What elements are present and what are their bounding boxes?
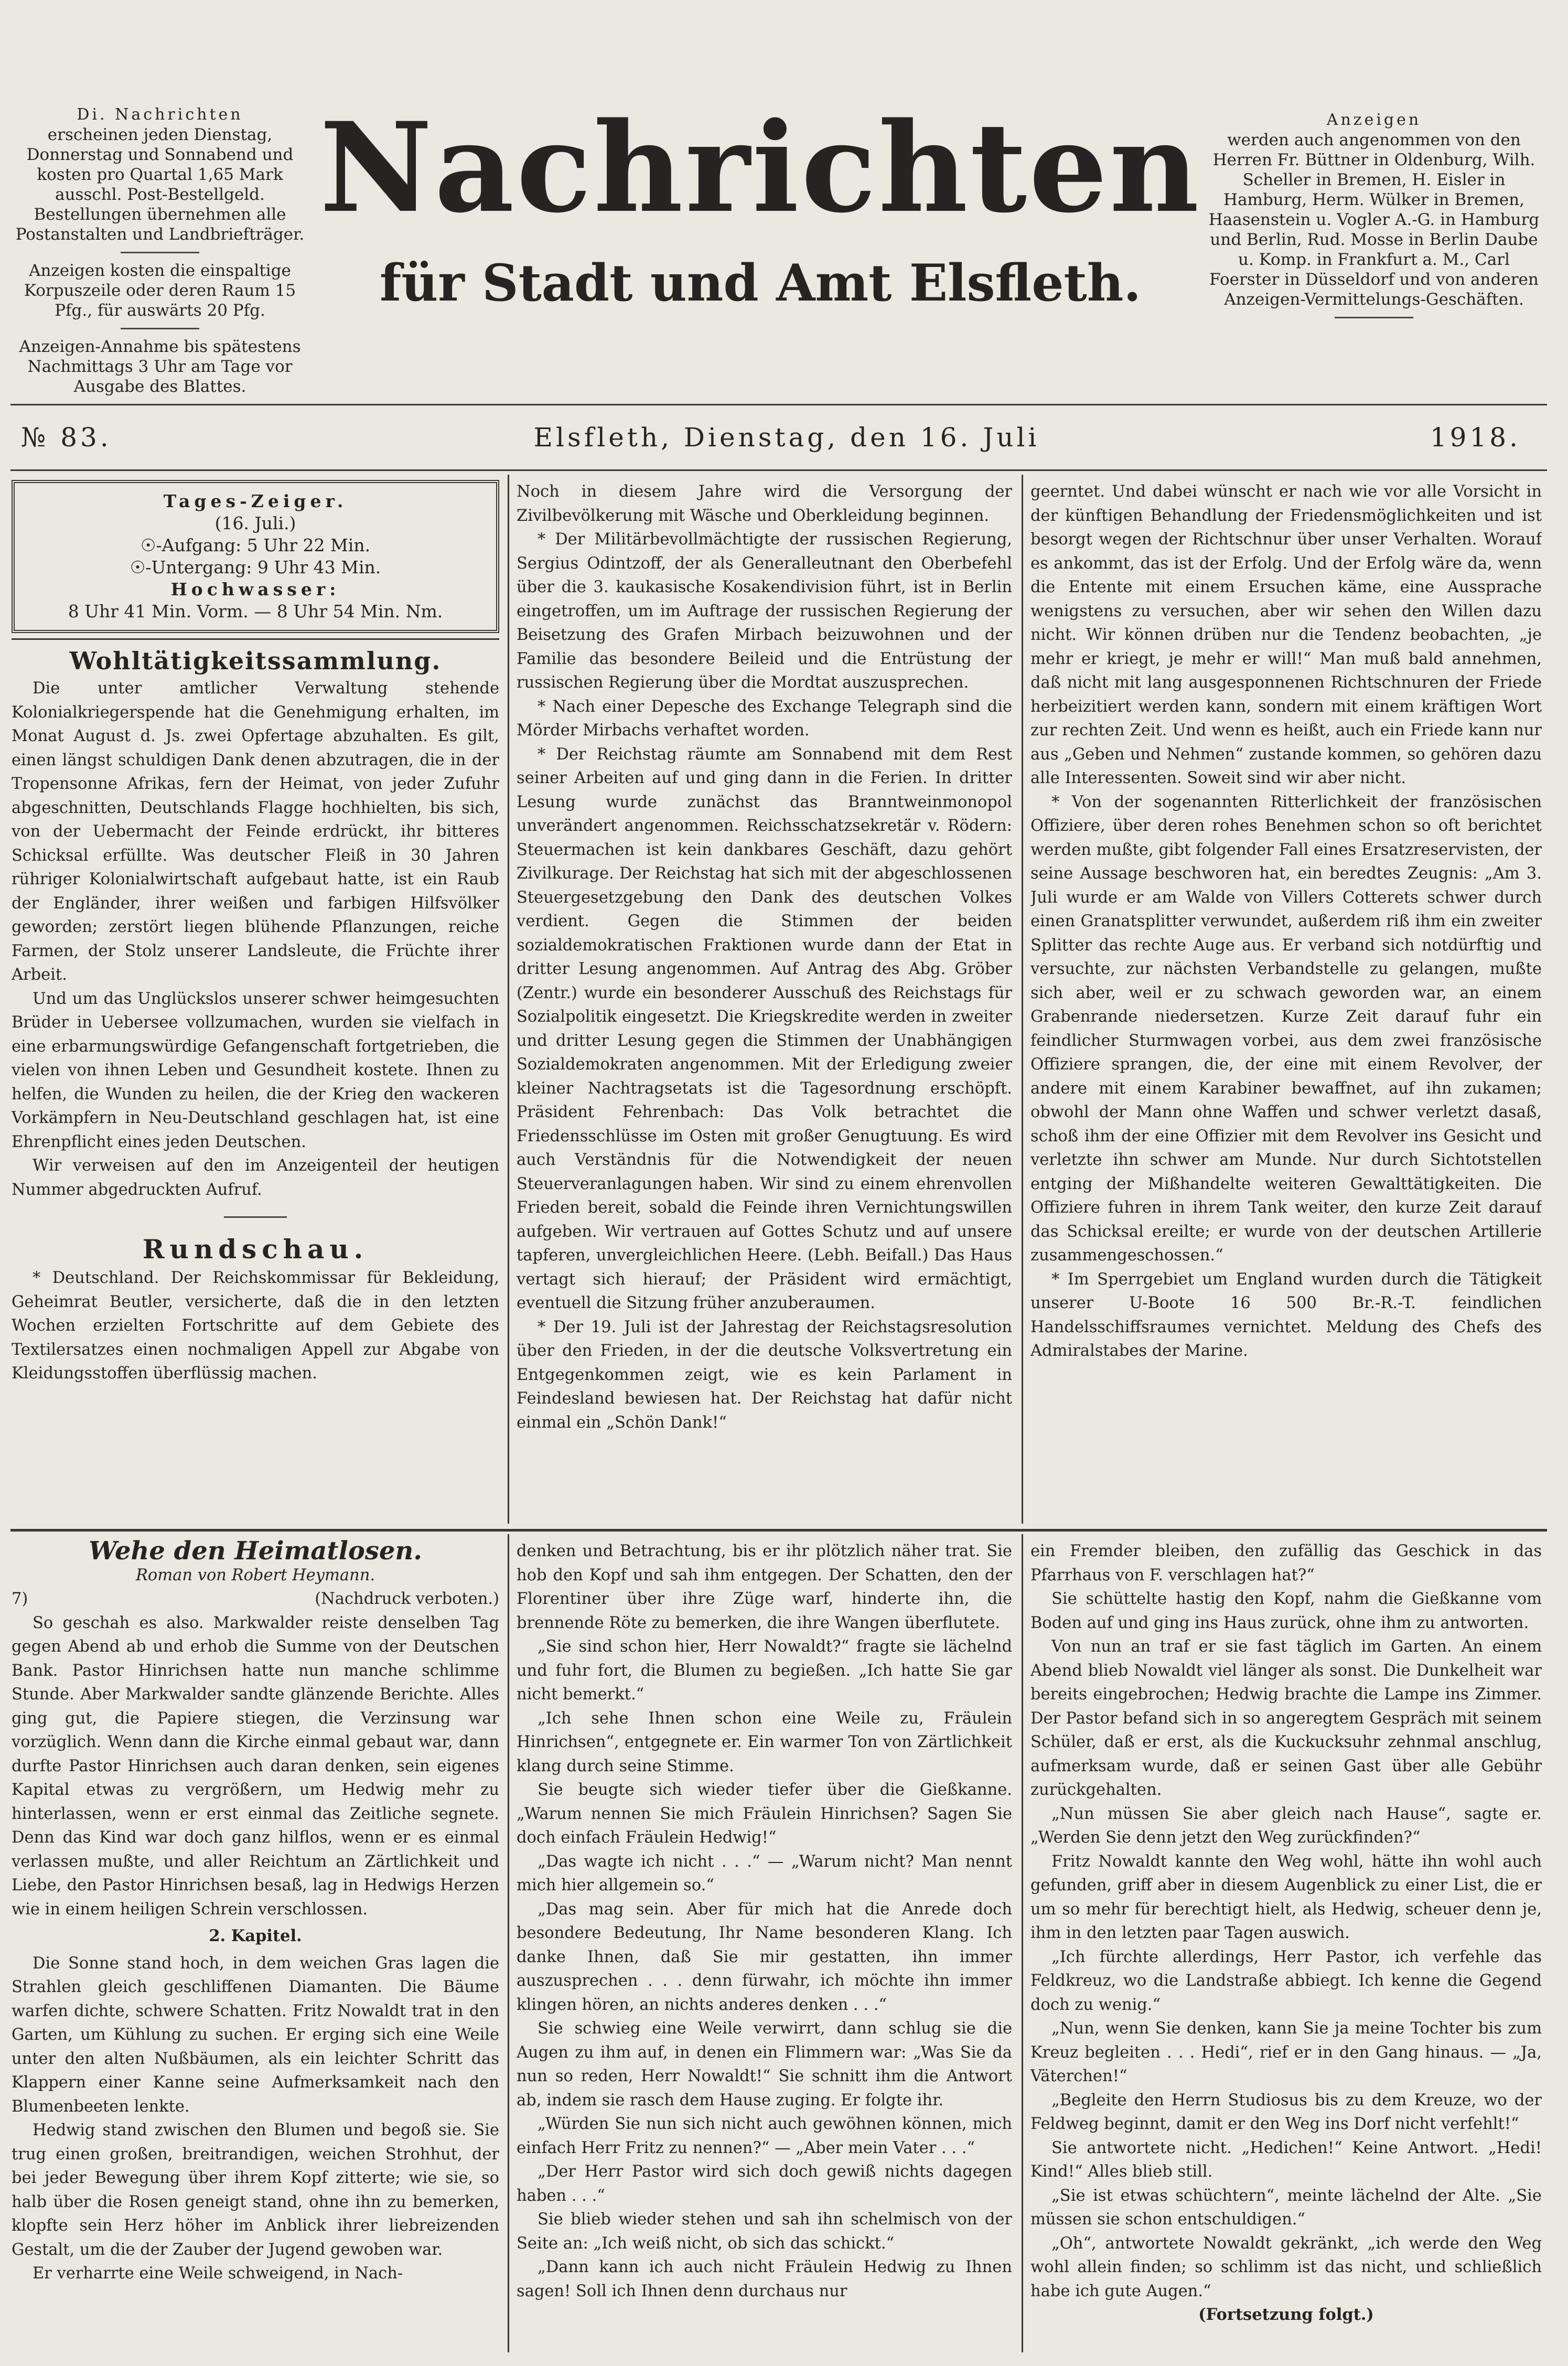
paragraph: Sie schwieg eine Weile verwirrt, dann schlug sie die Augen zu ihm auf, in denen ein Flimmern war: „Was Sie da nun so reden, Herr Nowaldt!“ Sie schnitt ihm die Antwort ab, indem sie rasch dem Hause zuging. Er folgte ihr. [517,2019,1012,2110]
paragraph: * Der Militärbevollmächtigte der russischen Regierung, Sergius Odintzoff, der als Generalleutnant den Oberbefehl über die 3. kaukasische Kosakendivision führt, ist in Berlin eingetroffen, um im Auftrage der russischen Regierung der Beisetzung des Grafen Mirbach beizuwohnen und der Familie das besondere Beileid und die Entrüstung der russischen Regierung über die Mordtat auszusprechen. [517,530,1012,692]
paragraph: „Ich sehe Ihnen schon eine Weile zu, Fräulein Hinrichsen“, entgegnete er. Ein warmer Ton von Zärtlichkeit klang durch seine Stimme. [517,1709,1012,1775]
continued-note: (Fortsetzung folgt.) [1198,2305,1374,2324]
paragraph: „Das mag sein. Aber für mich hat die Anrede doch besondere Bedeutung, Ihr Name besonderen Klang. Ich danke Ihnen, daß Sie mir gestatten, ihn immer auszusprechen . . . denn fürwahr, ich möchte ihn immer klingen hören, an nichts anderes denken . . .“ [517,1900,1012,2014]
wohltaetigkeit-title: Wohltätigkeitssammlung. [69,647,442,675]
paragraph: „Nun müssen Sie aber gleich nach Hause“, sagte er. „Werden Sie denn jetzt den Weg zurückfinden?“ [1030,1804,1542,1847]
column-2-upper [517,480,1012,1518]
paragraph: Die unter amtlicher Verwaltung stehende Kolonialkriegerspende hat die Genehmigung erhalten, im Monat August d. Js. zwei Opfertage abzuhalten. Es gilt, einen längst schuldigen Dank denen abzutragen, die in der Tropensonne Afrikas, fern der Heimat, von jeder Zufuhr abgeschnitten, Deutschlands Flagge hochhielten, bis sich, von der Uebermacht der Feinde erdrückt, ihr bitteres Schicksal erfüllte. Was deutscher Fleiß in 30 Jahren rühriger Kolonialwirtschaft aufgebaut hatte, ist ein Raub der Engländer, ihrer weißen und farbigen Hilfsvölker geworden; zerstört liegen blühende Pflanzungen, reiche Farmen, der Stolz unserer Landsleute, die Früchte ihrer Arbeit. [12,679,499,984]
column-3-upper [1030,480,1542,1518]
paragraph: „Oh“, antwortete Nowaldt gekränkt, „ich werde den Weg wohl allein finden; so schlimm ist das nicht, und schließlich habe ich gute Augen.“ [1030,2234,1542,2300]
tageszeiger-box [12,480,499,633]
dateline-rule [10,469,1547,471]
paragraph: Fritz Nowaldt kannte den Weg wohl, hätte ihn wohl auch gefunden, griff aber in diesem Augenblick zu einer List, die er um so mehr für berechtigt hielt, als Hedwig, scheuer denn je, ihm in den letzten paar Tagen auswich. [1030,1852,1542,1942]
paragraph: „Sie sind schon hier, Herr Nowaldt?“ fragte sie lächelnd und fuhr fort, die Blumen zu begießen. „Ich hatte Sie gar nicht bemerkt.“ [517,1637,1012,1704]
wohltaetigkeit-text [12,677,499,1202]
column-rule [508,475,509,1524]
tageszeiger-sunset: ☉-Untergang: 9 Uhr 43 Min. [130,557,381,577]
header-right-agents: werden auch angenommen von den Herren Fr. Büttner in Oldenburg, Wilh. Scheller in Bremen, H. Eisler in Hamburg, Herm. Wülker in Bremen, Haasenstein u. Vogler A.-G. in Hamburg und Berlin, Rud. Mosse in Berlin Daube u. Komp. in Frankfurt a. M., Carl Foerster in Düsseldorf und von anderen Anzeigen-Vermittelungs-Geschäften. [1208,131,1540,309]
issue-number: № 83. [21,422,112,453]
paragraph: „Der Herr Pastor wird sich doch gewiß nichts dagegen haben . . .“ [517,2162,1012,2205]
chapter-heading: 2. Kapitel. [209,1926,302,1945]
paragraph: Von nun an traf er sie fast täglich im Garten. An einem Abend blieb Nowaldt viel länger als sonst. Die Dunkelheit war bereits eingebrochen; Hedwig brachte die Lampe ins Zimmer. Der Pastor befand sich in so angeregtem Gespräch mit seinem Schüler, daß er erst, als die Kuckucksuhr zehnmal anschlug, aufmerksam wurde, daß er seinen Gast über alle Gebühr zurückgehalten. [1030,1637,1542,1799]
header-right-heading: Anzeigen [1326,111,1422,129]
serial-column-2 [517,1539,1012,2352]
header-left-heading: Di. Nachrichten [77,105,243,124]
divider [121,328,199,329]
paragraph: Hedwig stand zwischen den Blumen und begoß sie. Sie trug einen großen, breitrandigen, weichen Strohhut, der bei jeder Bewegung über ihrem Kopf zitterte; wie sie, so halb über die Rosen geneigt stand, ohne ihn zu bemerken, klopfte sein Herz höher im Anblick ihrer liebreizenden Gestalt, um die der Zauber der Jugend gewoben war. [12,2121,499,2259]
paragraph: Sie beugte sich wieder tiefer über die Gießkanne. „Warum nennen Sie mich Fräulein Hinrichsen? Sagen Sie doch einfach Fräulein Hedwig!“ [517,1781,1012,1847]
paragraph: „Sie ist etwas schüchtern“, meinte lächelnd der Alte. „Sie müssen sie schon entschuldigen.“ [1030,2186,1542,2229]
paragraph: Wir verweisen auf den im Anzeigenteil der heutigen Nummer abgedruckten Aufruf. [12,1157,499,1199]
rundschau-text [12,1266,499,1386]
paragraph: Sie antwortete nicht. „Hedichen!“ Keine Antwort. „Hedi! Kind!“ Alles blieb still. [1030,2138,1542,2181]
paragraph: Er verharrte eine Weile schweigend, in Nach- [33,2264,403,2283]
tageszeiger-date: (16. Juli.) [214,513,296,533]
column-1-upper [12,480,499,1524]
column-rule [508,1534,509,2352]
paragraph: * Der Reichstag räumte am Sonnabend mit dem Rest seiner Arbeiten auf und ging dann in die Ferien. In dritter Lesung wurde zunächst das Branntweinmonopol unverändert angenommen. Reichsschatzsekretär v. Rödern: Steuermachen ist kein dankbares Geschäft, dazu gehört Zivilkurage. Der Reichstag hat sich mit der abgeschlossenen Steuergesetzgebung den Dank des deutschen Volkes verdient. Gegen die Stimmen der beiden sozialdemokratischen Fraktionen wurde dann der Etat in dritter Lesung angenommen. Auf Antrag des Abg. Gröber (Zentr.) wurde ein besonderer Ausschuß des Reichstags für Sozialpolitik eingesetzt. Die Kriegskredite werden in zweiter und dritter Lesung gegen die Stimmen der Unabhängigen Sozialdemokraten angenommen. Mit der Erledigung zweier kleiner Nachtragsetats ist die Tagesordnung erschöpft. Präsident Fehrenbach: Das Volk betrachtet die Friedensschlüsse im Osten mit großer Genugtuung. Es wird auch Verständnis für die Notwendigkeit der neuen Steuerveranlagungen haben. Wir sind zu einem ehrenvollen Frieden bereit, sobald die Feinde ihren Vernichtungswillen aufgeben. Wir vertrauen auf Gottes Schutz und auf unsere tapferen, unvergleichlichen Heere. (Lebh. Beifall.) Das Haus vertagt sich hierauf; der Präsident wird ermächtigt, eventuell die Sitzung früher anzuberaumen. [517,745,1012,1312]
paragraph: * Deutschland. Der Reichskommissar für Bekleidung, Geheimrat Beutler, versicherte, daß die in den letzten Wochen erzielten Fortschritte auf dem Gebiete des Textilersatzes einen nochmaligen Appell zur Abgabe von Kleidungsstoffen überflüssig machen. [12,1269,499,1383]
paragraph: * Von der sogenannten Ritterlichkeit der französischen Offiziere, über deren rohes Benehmen schon so oft berichtet werden mußte, gibt folgender Fall eines Ersatzreservisten, der seine Aussage beschworen hat, ein beredtes Zeugnis: „Am 3. Juli wurde er am Walde von Villers Cotterets schwer durch einen Granatsplitter verwundet, außerdem riß ihm ein zweiter Splitter das rechte Auge aus. Er verband sich notdürftig und versuchte, zur nächsten Verbandstelle zu gelangen, mußte sich aber, weil er zu schwach geworden war, an einem Grabenrande niedersetzen. Kurze Zeit darauf fuhr ein feindlicher Sturmwagen vorbei, aus dem zwei französische Offiziere sprangen, die, der eine mit einem Revolver, der andere mit einem Karabiner bewaffnet, auf ihn zukamen; obwohl der Mann ohne Waffen und schwer verletzt dasaß, schoß ihm der eine Offizier mit dem Revolver ins Gesicht und verletzte ihn schwer am Munde. Nur durch Sichtotstellen entging der Mißhandelte weiteren Gewalttätigkeiten. Die Offiziere fuhren in ihrem Tank weiter, den kurze Zeit darauf das Schicksal ereilte; er wurde von der deutschen Artillerie zusammengeschossen.“ [1030,793,1542,1265]
paragraph: So geschah es also. Markwalder reiste denselben Tag gegen Abend ab und erhob die Summe von der Deutschen Bank. Pastor Hinrichsen hatte nun manche schlimme Stunde. Aber Markwalder sandte glänzende Berichte. Alles ging gut, die Papiere stiegen, die Verzinsung war vorzüglich. Wenn dann die Kirche einmal gebaut war, dann durfte Pastor Hinrichsen auch daran denken, sein eigenes Kapital etwas zu vergrößern, um Hedwig mehr zu hinterlassen, wenn er erst einmal das Zeitliche segnete. Denn das Kind war doch ganz hilflos, wenn er es einmal verlassen mußte, und aller Reichtum an Zärtlichkeit und Liebe, den Pastor Hinrichsen besaß, lag in Hedwigs Herzen wie in einem heiligen Schrein verschlossen. [12,1613,499,1919]
tageszeiger-hw-title: Hochwasser: [170,579,340,599]
header-left-deadline: Anzeigen-Annahme bis spätestens Nachmittags 3 Uhr am Tage vor Ausgabe des Blattes. [19,337,301,396]
header-left-info [10,105,309,397]
header-left-prices: Anzeigen kosten die einspaltige Korpuszeile oder deren Raum 15 Pfg., für auswärts 20 Pfg. [24,261,296,320]
tageszeiger-title: Tages-Zeiger. [163,491,348,511]
rundschau-title: Rundschau. [142,1234,369,1265]
paragraph: Sie schüttelte hastig den Kopf, nahm die Gießkanne vom Boden auf und ging ins Haus zurück, ohne ihm zu antworten. [1030,1590,1542,1632]
serial-meta [12,1587,499,1611]
column-rule [1022,475,1023,1524]
serial-notice: (Nachdruck verboten.) [315,1590,499,1608]
serial-column-1 [12,1539,499,2352]
divider [121,252,199,253]
masthead-title: Nachrichten [319,95,1201,240]
divider [1335,317,1413,318]
top-rule [10,404,1547,405]
serial-part: 7) [12,1590,28,1608]
tageszeiger-hw-times: 8 Uhr 41 Min. Vorm. — 8 Uhr 54 Min. Nm. [68,601,443,622]
paragraph: * Im Sperrgebiet um England wurden durch die Tätigkeit unserer U-Boote 16 500 Br.-R.-T. feindlichen Handelsschiffsraumes vernichtet. Meldung des Chefs des Admiralstabes der Marine. [1030,1270,1542,1360]
header-left-subscription: erscheinen jeden Dienstag, Donnerstag und Sonnabend und kosten pro Quartal 1,65 Mark ausschl. Post-Bestellgeld. Bestellungen übernehmen alle Postanstalten und Landbriefträger. [15,125,305,244]
serial-title: Wehe den Heimatlosen. [89,1539,422,1566]
divider [224,1216,287,1218]
issue-year: 1918. [1430,422,1521,453]
serial-column-3 [1030,1539,1542,2352]
header-right-info [1206,110,1542,326]
paragraph: denken und Betrachtung, bis er ihr plötzlich näher trat. Sie hob den Kopf und sah ihm entgegen. Der Schatten, den der Florentiner über ihre Züge warf, hinderte ihn, die brennende Röte zu bemerken, die ihre Wangen überflutete. [517,1542,1012,1632]
column-rule [1022,1534,1023,2352]
paragraph: „Nun, wenn Sie denken, kann Sie ja meine Tochter bis zum Kreuz begleiten . . . Hedi“, rief er in den Gang hinaus. — „Ja, Väterchen!“ [1030,2019,1542,2085]
divider [12,638,499,640]
paragraph: Sie blieb wieder stehen und sah ihn schelmisch von der Seite an: „Ich weiß nicht, ob sich das schickt.“ [517,2210,1012,2253]
paragraph: „Würden Sie nun sich nicht auch gewöhnen können, mich einfach Herr Fritz zu nennen?“ — „Aber mein Vater . . .“ [517,2115,1012,2157]
paragraph: Noch in diesem Jahre wird die Versorgung der Zivilbevölkerung mit Wäsche und Oberkleidung beginnen. [517,483,1012,525]
paragraph: „Dann kann ich auch nicht Fräulein Hedwig zu Ihnen sagen! Soll ich Ihnen denn durchaus nur [517,2258,1012,2300]
paragraph: „Begleite den Herrn Studiosus bis zu dem Kreuze, wo der Feldweg beginnt, damit er den Weg ins Dorf nicht verfehlt!“ [1030,2091,1542,2133]
paragraph: Die Sonne stand hoch, in dem weichen Gras lagen die Strahlen gleich geschliffenen Diamanten. Die Bäume warfen dichte, schwere Schatten. Fritz Nowaldt trat in den Garten, um Kühlung zu suchen. Er erging sich eine Weile unter den alten Nußbäumen, als ein leichter Schritt das Klappern einer Kanne seine Aufmerksamkeit nach den Blumenbeeten lenkte. [12,1954,499,2116]
paragraph: geerntet. Und dabei wünscht er nach wie vor alle Vorsicht in der künftigen Behandlung der Friedensmöglichkeiten und ist besorgt wegen der Richtschnur über unser Verhalten. Worauf es ankommt, das ist der Erfolg. Und der Erfolg wäre da, wenn die Entente mit einem Ersuchen käme, eine Aussprache wenigstens zu versuchen, aber wir sehen den Willen dazu nicht. Wir können drüben nur die Tendenz beobachten, „je mehr er kriegt, je mehr er will!“ Man muß bald annehmen, daß nicht mit lang ausgesponnenen Richtschnuren der Friede herbeizitiert werden kann, sondern mit einem kräftigen Wort zur rechten Zeit. Und wenn es heißt, auch ein Friede kann nur aus „Geben und Nehmen“ zustande kommen, so gehören dazu alle Interessenten. Soweit sind wir aber nicht. [1030,483,1542,787]
masthead-subtitle: für Stadt und Amt Elsfleth. [380,253,1141,313]
masthead [315,95,1206,315]
paragraph: „Ich fürchte allerdings, Herr Pastor, ich verfehle das Feldkreuz, wo die Landstraße abbiegt. Ich kenne die Gegend doch zu wenig.“ [1030,1947,1542,2014]
paragraph: „Das wagte ich nicht . . .“ — „Warum nicht? Man nennt mich hier allgemein so.“ [517,1852,1012,1894]
issue-date: Elsfleth, Dienstag, den 16. Juli [533,422,1040,453]
paragraph: * Nach einer Depesche des Exchange Telegraph sind die Mörder Mirbachs verhaftet worden. [517,697,1012,740]
paragraph: * Der 19. Juli ist der Jahrestag der Reichstagsresolution über den Frieden, in der die deutsche Volksvertretung ein Entgegenkommen zeigt, wie es kein Parlament in Feindesland bewiesen hat. Der Reichstag hat dafür nicht einmal ein „Schön Dank!“ [517,1318,1012,1432]
tageszeiger-sunrise: ☉-Aufgang: 5 Uhr 22 Min. [140,535,371,555]
feuilleton-rule [10,1529,1547,1532]
paragraph: Und um das Unglückslos unserer schwer heimgesuchten Brüder in Uebersee vollzumachen, wurden sie vielfach in eine erbarmungswürdige Gefangenschaft fortgetrieben, die vielen von ihnen Leben und Gesundheit kostete. Ihnen zu helfen, die Wunden zu heilen, die der Krieg den wackeren Vorkämpfern in Neu-Deutschland geschlagen hat, ist eine Ehrenpflicht eines jeden Deutschen. [12,989,499,1151]
paragraph: ein Fremder bleiben, den zufällig das Geschick in das Pfarrhaus von F. verschlagen hat?“ [1030,1542,1542,1585]
serial-author: Roman von Robert Heymann. [135,1566,375,1585]
